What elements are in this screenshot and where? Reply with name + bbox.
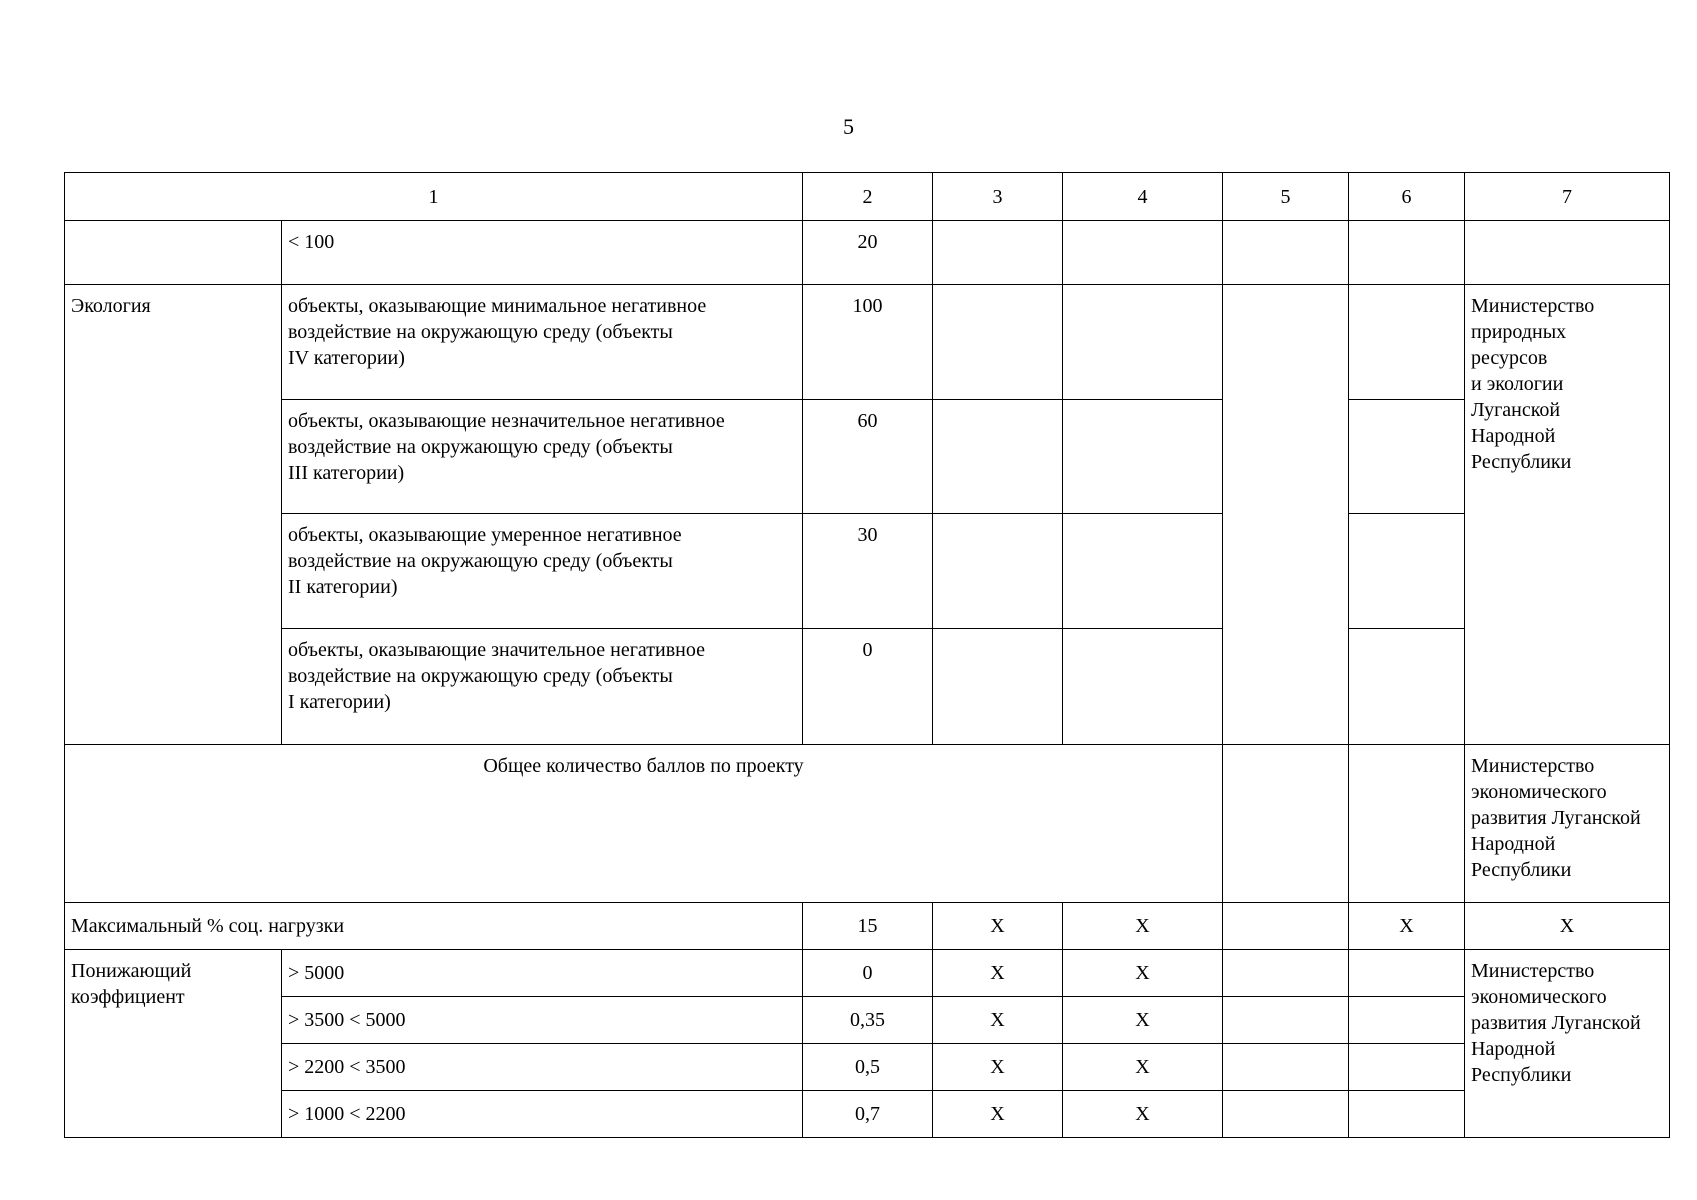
- empty-cell: [1349, 514, 1465, 629]
- header-col-5: 5: [1223, 173, 1349, 221]
- header-col-7: 7: [1465, 173, 1670, 221]
- empty-cell: [65, 221, 282, 285]
- x-mark: Х: [1063, 903, 1223, 950]
- table-row: [65, 1044, 1670, 1091]
- x-mark: Х: [933, 1091, 1063, 1138]
- criterion-cell: > 3500 < 5000: [282, 997, 803, 1044]
- score-cell: 0: [803, 629, 933, 745]
- x-mark: Х: [1465, 903, 1670, 950]
- empty-cell: [1349, 400, 1465, 514]
- score-cell: 60: [803, 400, 933, 514]
- coefficient-label: Понижающий коэффициент: [65, 950, 282, 1138]
- score-cell: 0,5: [803, 1044, 933, 1091]
- score-cell: 20: [803, 221, 933, 285]
- empty-cell: [1063, 285, 1223, 400]
- table-row: [65, 221, 1670, 285]
- ecology-label: Экология: [65, 285, 282, 745]
- header-row: [65, 173, 1670, 221]
- criterion-cell: объекты, оказывающие значительное негативное воздействие на окружающую среду (объекты I категории): [282, 629, 803, 745]
- x-mark: Х: [933, 950, 1063, 997]
- total-responsible: Министерство экономического развития Луганской Народной Республики: [1465, 745, 1670, 903]
- empty-cell: [1465, 221, 1670, 285]
- x-mark: Х: [1349, 903, 1465, 950]
- empty-cell: [933, 629, 1063, 745]
- empty-cell: [1063, 221, 1223, 285]
- empty-cell: [1223, 903, 1349, 950]
- empty-cell: [1223, 285, 1349, 745]
- empty-cell: [933, 221, 1063, 285]
- table-row: [65, 903, 1670, 950]
- criterion-cell: > 2200 < 3500: [282, 1044, 803, 1091]
- empty-cell: [933, 514, 1063, 629]
- criterion-cell: объекты, оказывающие умеренное негативное воздействие на окружающую среду (объекты II категории): [282, 514, 803, 629]
- x-mark: Х: [933, 997, 1063, 1044]
- empty-cell: [1349, 745, 1465, 903]
- criteria-table: [64, 172, 1670, 1138]
- empty-cell: [1223, 997, 1349, 1044]
- table-row: [65, 997, 1670, 1044]
- empty-cell: [1223, 221, 1349, 285]
- criterion-cell: объекты, оказывающие минимальное негативное воздействие на окружающую среду (объекты IV категории): [282, 285, 803, 400]
- x-mark: Х: [1063, 950, 1223, 997]
- x-mark: Х: [1063, 1091, 1223, 1138]
- header-col-2: 2: [803, 173, 933, 221]
- social-load-label: Максимальный % соц. нагрузки: [65, 903, 803, 950]
- page-number: 5: [843, 114, 854, 139]
- score-cell: 100: [803, 285, 933, 400]
- empty-cell: [1349, 1044, 1465, 1091]
- criterion-cell: > 1000 < 2200: [282, 1091, 803, 1138]
- score-cell: 15: [803, 903, 933, 950]
- header-col-3: 3: [933, 173, 1063, 221]
- table-row: [65, 950, 1670, 997]
- empty-cell: [1223, 950, 1349, 997]
- criterion-cell: < 100: [282, 221, 803, 285]
- empty-cell: [1063, 514, 1223, 629]
- table-row: [65, 514, 1670, 629]
- header-col-1: 1: [65, 173, 803, 221]
- x-mark: Х: [1063, 1044, 1223, 1091]
- x-mark: Х: [933, 903, 1063, 950]
- total-label: Общее количество баллов по проекту: [65, 745, 1223, 903]
- empty-cell: [1349, 285, 1465, 400]
- empty-cell: [933, 400, 1063, 514]
- empty-cell: [1349, 997, 1465, 1044]
- empty-cell: [1063, 629, 1223, 745]
- table-row: [65, 629, 1670, 745]
- criterion-cell: объекты, оказывающие незначительное негативное воздействие на окружающую среду (объекты III категории): [282, 400, 803, 514]
- empty-cell: [1223, 745, 1349, 903]
- criterion-cell: > 5000: [282, 950, 803, 997]
- table-row: [65, 1091, 1670, 1138]
- header-col-4: 4: [1063, 173, 1223, 221]
- table-row: [65, 745, 1670, 903]
- score-cell: 0,35: [803, 997, 933, 1044]
- empty-cell: [1063, 400, 1223, 514]
- empty-cell: [933, 285, 1063, 400]
- empty-cell: [1223, 1044, 1349, 1091]
- empty-cell: [1349, 629, 1465, 745]
- table-row: [65, 400, 1670, 514]
- header-col-6: 6: [1349, 173, 1465, 221]
- score-cell: 0: [803, 950, 933, 997]
- ecology-responsible: Министерство природных ресурсов и экологии Луганской Народной Республики: [1465, 285, 1670, 745]
- empty-cell: [1349, 221, 1465, 285]
- score-cell: 0,7: [803, 1091, 933, 1138]
- empty-cell: [1349, 1091, 1465, 1138]
- coefficient-responsible: Министерство экономического развития Луганской Народной Республики: [1465, 950, 1670, 1138]
- score-cell: 30: [803, 514, 933, 629]
- table-row: [65, 285, 1670, 400]
- empty-cell: [1349, 950, 1465, 997]
- x-mark: Х: [933, 1044, 1063, 1091]
- x-mark: Х: [1063, 997, 1223, 1044]
- empty-cell: [1223, 1091, 1349, 1138]
